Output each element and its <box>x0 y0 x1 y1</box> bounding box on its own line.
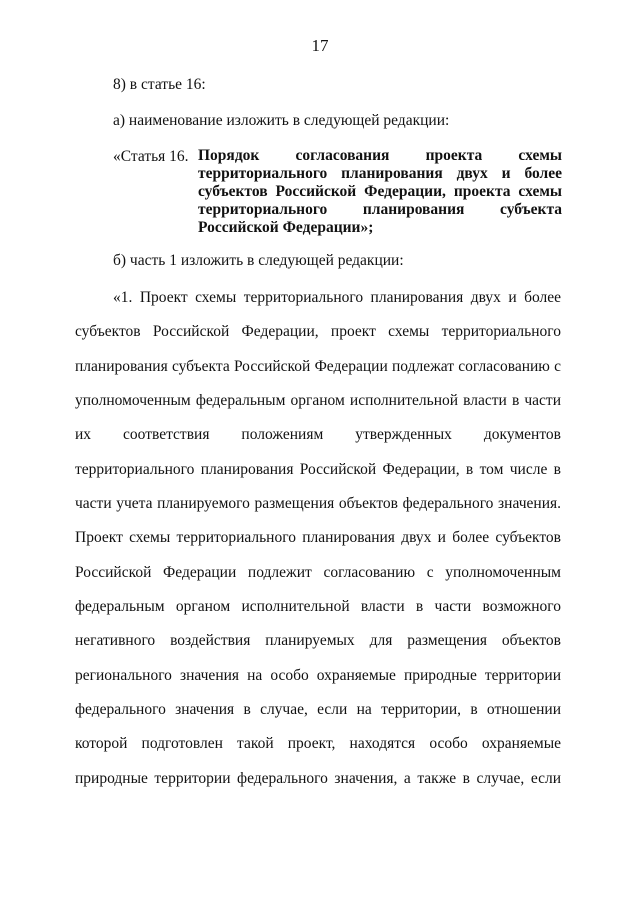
paragraph-line: природные территории федерального значения, а также в случае, если <box>75 770 561 787</box>
paragraph-line: субъектов Российской Федерации, проект схемы территориального <box>75 323 561 340</box>
paragraph-line: их соответствия положениям утвержденных документов <box>75 426 561 443</box>
paragraph-line: федерального значения в случае, если на территории, в отношении <box>75 701 561 718</box>
paragraph-line: федеральным органом исполнительной власти в части возможного <box>75 598 561 615</box>
paragraph-line: части учета планируемого размещения объектов федерального значения. <box>75 495 561 512</box>
heading-line: Российской Федерации»; <box>198 219 374 236</box>
paragraph-line: Проект схемы территориального планирования двух и более субъектов <box>75 529 561 546</box>
paragraph-line: планирования субъекта Российской Федерации подлежат согласованию с <box>75 358 561 375</box>
item-8: 8) в статье 16: <box>113 76 206 93</box>
paragraph-line: регионального значения на особо охраняемые природные территории <box>75 667 561 684</box>
paragraph-line: уполномоченным федеральным органом исполнительной власти в части <box>75 392 561 409</box>
paragraph-line: Российской Федерации подлежит согласованию с уполномоченным <box>75 564 561 581</box>
heading-line: территориального планирования двух и более <box>198 165 562 182</box>
paragraph-line: территориального планирования Российской Федерации, в том числе в <box>75 461 561 478</box>
paragraph-line: негативного воздействия планируемых для размещения объектов <box>75 632 561 649</box>
heading-line: территориального планирования субъекта <box>198 201 562 218</box>
paragraph-line: которой подготовлен такой проект, находятся особо охраняемые <box>75 735 561 752</box>
heading-line: Порядок согласования проекта схемы <box>198 147 562 164</box>
page-number: 17 <box>311 36 329 55</box>
item-b: б) часть 1 изложить в следующей редакции: <box>113 252 404 269</box>
item-a: а) наименование изложить в следующей редакции: <box>113 112 450 129</box>
paragraph-line: «1. Проект схемы территориального планирования двух и более <box>113 289 561 306</box>
heading-line: субъектов Российской Федерации, проекта схемы <box>198 183 562 200</box>
article-label: «Статья 16. <box>113 148 189 165</box>
